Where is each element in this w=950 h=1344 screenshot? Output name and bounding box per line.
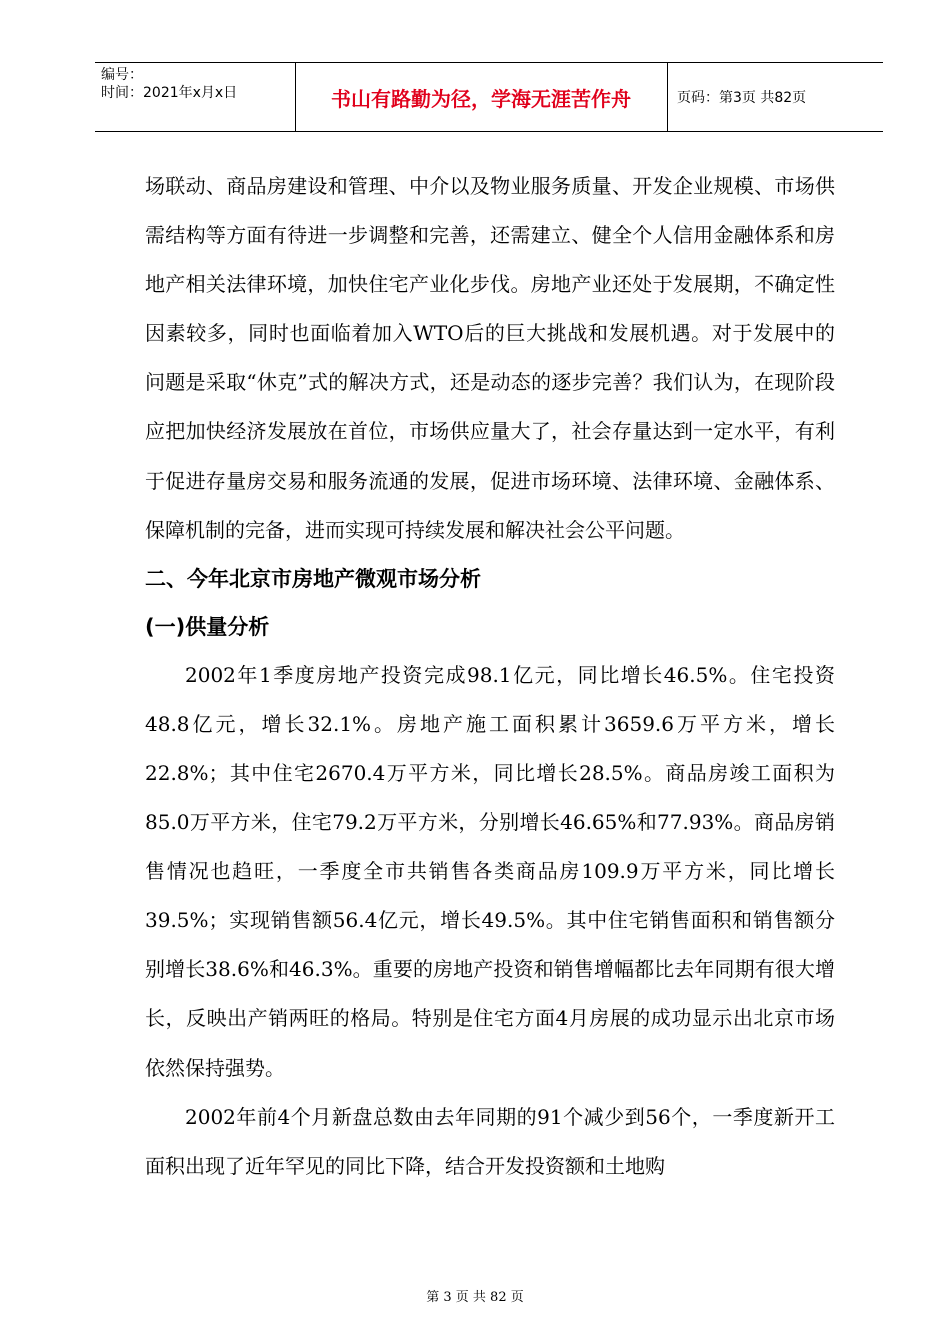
time-label: 时间：2021年x月x日: [101, 85, 238, 101]
subsection-heading: (一)供量分析: [145, 614, 270, 639]
paragraph: 2002年前4个月新盘总数由去年同期的91个减少到56个，一季度新开工面积出现了近年罕见的同比下降，结合开发投资额和土地购: [145, 1104, 835, 1178]
header-motto: 书山有路勤为径，学海无涯苦作舟: [331, 86, 631, 111]
header-meta: [101, 66, 237, 102]
id-label: 编号：: [101, 67, 143, 83]
section-heading: 二、今年北京市房地产微观市场分析: [145, 566, 481, 591]
paragraph: 场联动、商品房建设和管理、中介以及物业服务质量、开发企业规模、市场供需结构等方面有待进一步调整和完善，还需建立、健全个人信用金融体系和房地产相关法律环境，加快住宅产业化步伐。房地产业还处于发展期，不确定性因素较多，同时也面临着加入WTO后的巨大挑战和发展机遇。对于发展中的问题是采取“休克”式的解决方式，还是动态的逐步完善？我们认为，在现阶段应把加快经济发展放在首位，市场供应量大了，社会存量达到一定水平，有利于促进存量房交易和服务流通的发展，促进市场环境、法律环境、金融体系、保障机制的完备，进而实现可持续发展和解决社会公平问题。: [145, 174, 835, 542]
header-page-info: 页码：第3页 共82页: [677, 90, 807, 106]
document-body: [145, 162, 835, 1191]
page-footer: 第 3 页 共 82 页: [426, 1290, 524, 1305]
page-header: [95, 62, 883, 132]
header-divider: [667, 63, 668, 131]
paragraph: 2002年1季度房地产投资完成98.1亿元，同比增长46.5%。住宅投资48.8亿元，增长32.1%。房地产施工面积累计3659.6万平方米，增长22.8%；其中住宅2670.4万平方米，同比增长28.5%。商品房竣工面积为85.0万平方米，住宅79.2万平方米，分别增长46.65%和77.93%。商品房销售情况也趋旺，一季度全市共销售各类商品房109.9万平方米，同比增长39.5%；实现销售额56.4亿元，增长49.5%。其中住宅销售面积和销售额分别增长38.6%和46.3%。重要的房地产投资和销售增幅都比去年同期有很大增长，反映出产销两旺的格局。特别是住宅方面4月房展的成功显示出北京市场依然保持强势。: [145, 662, 835, 1080]
